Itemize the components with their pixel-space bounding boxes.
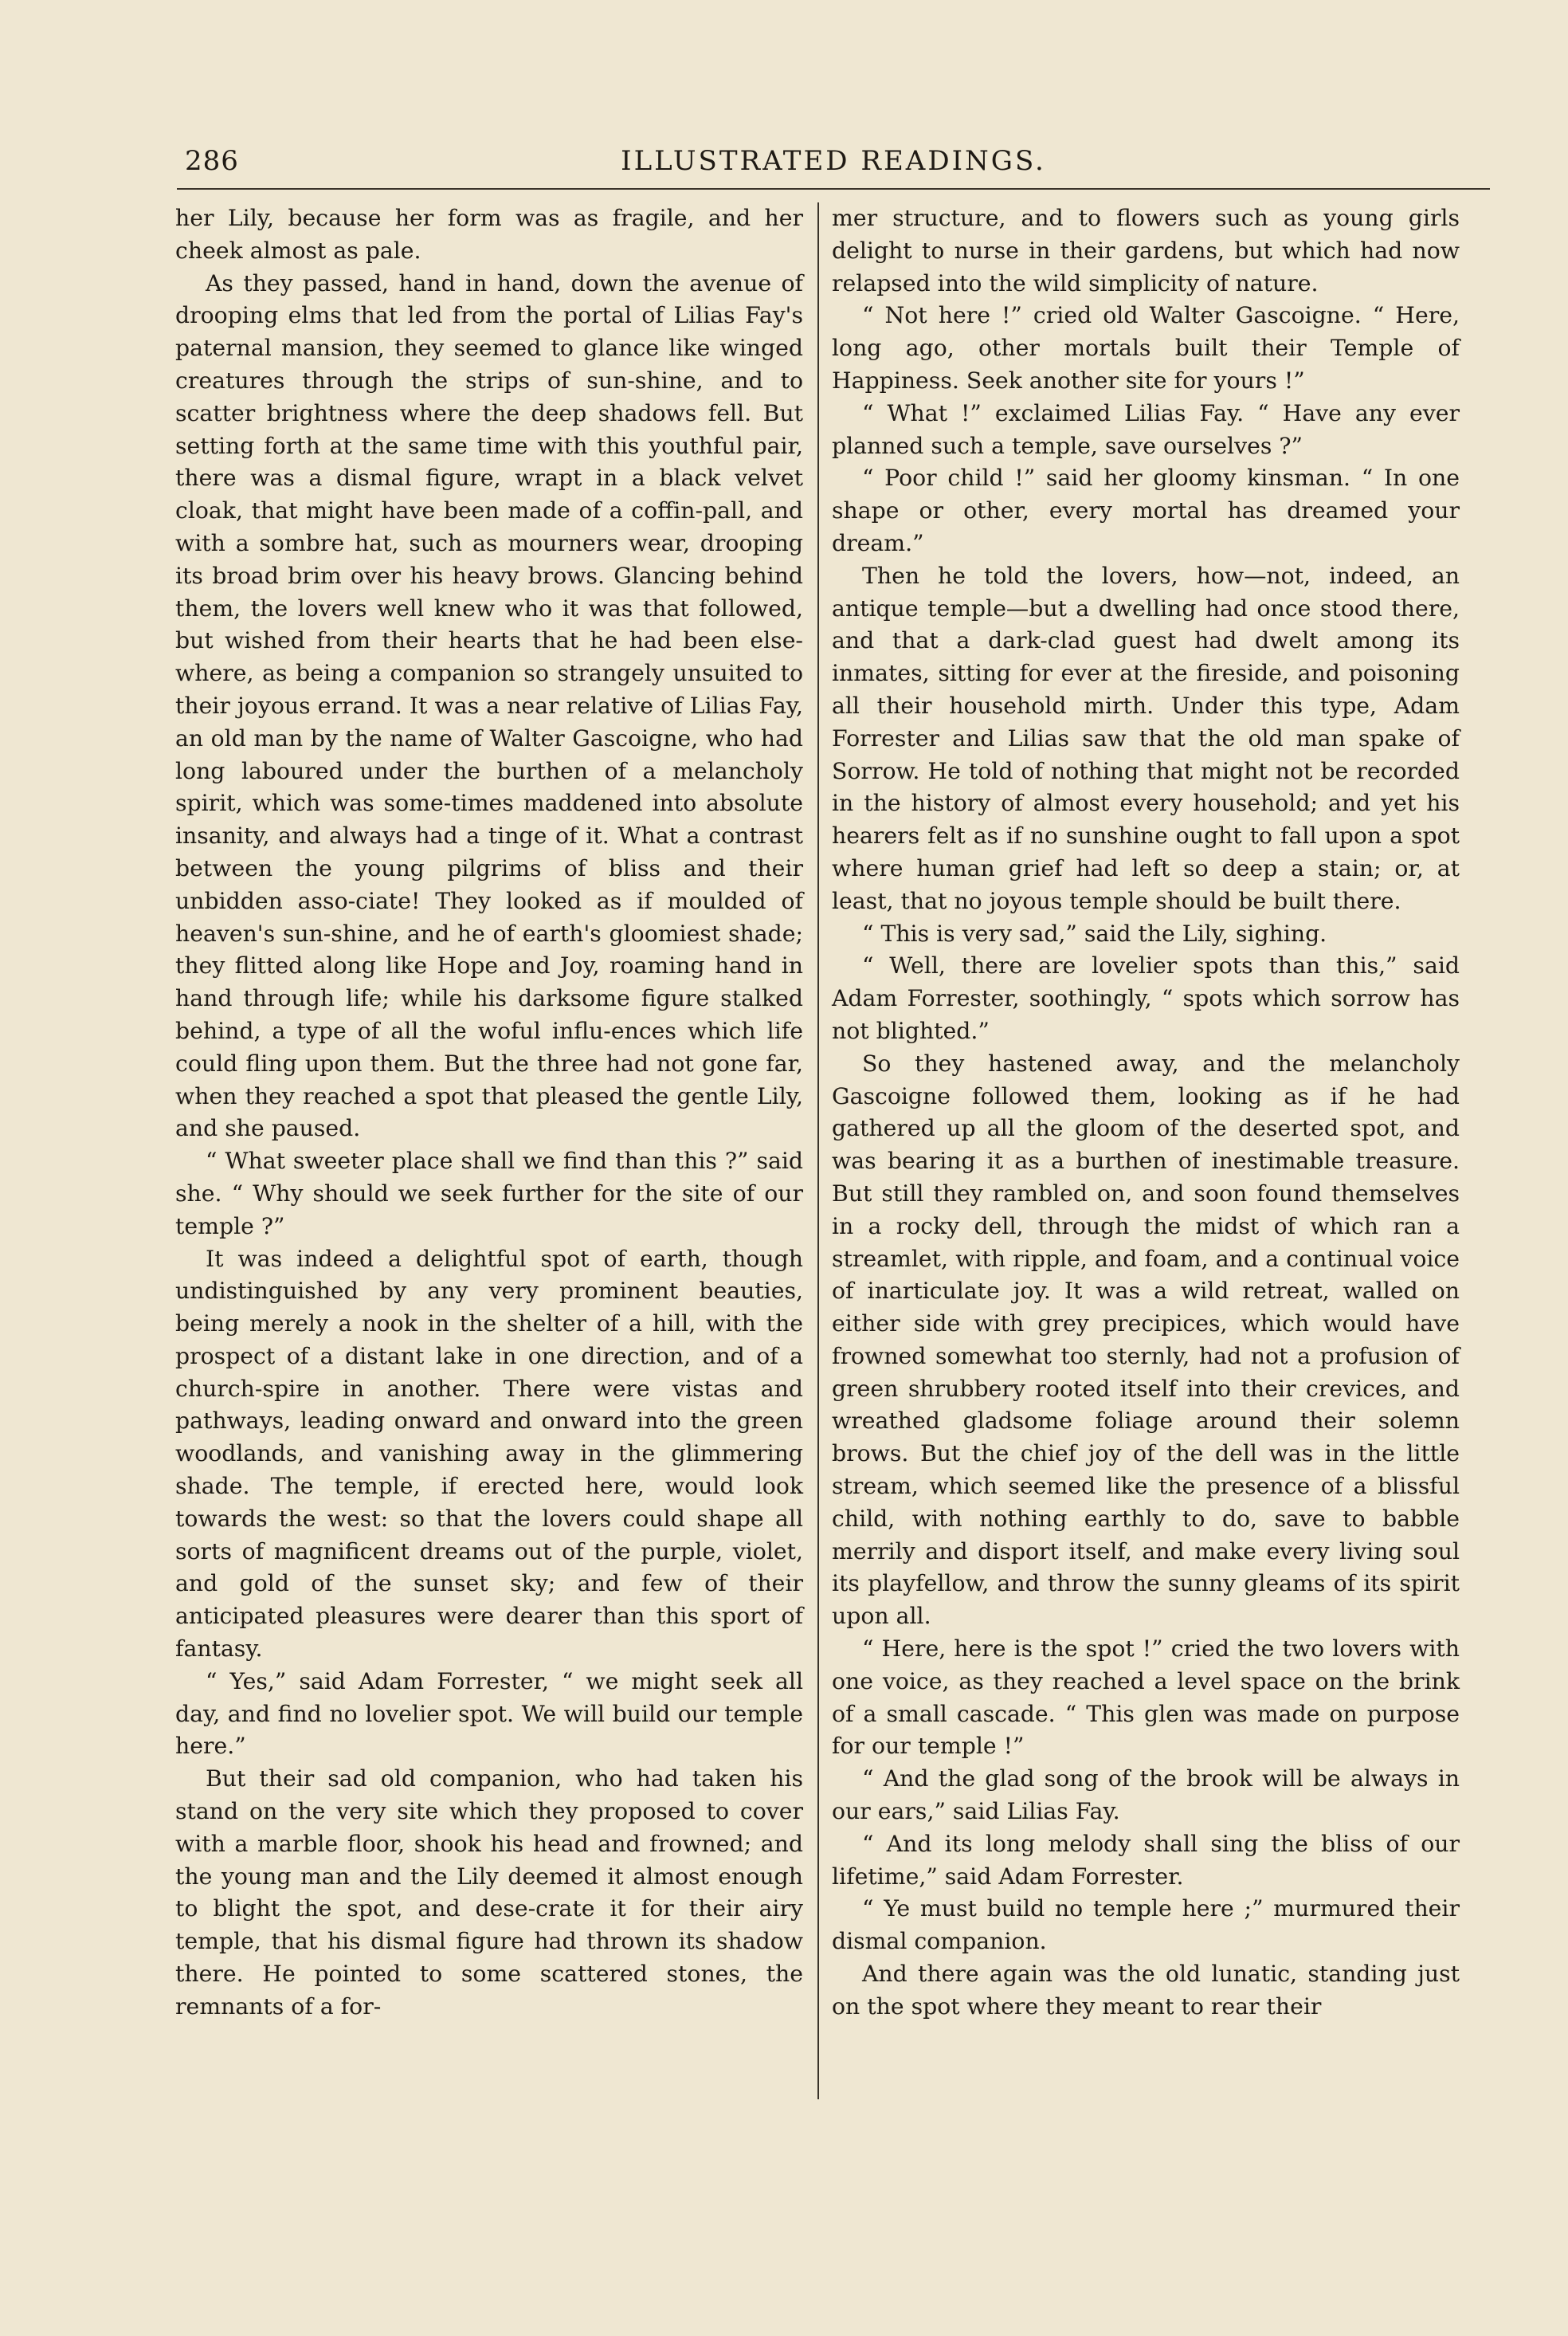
paragraph: Then he told the lovers, how—not, indeed, an antique temple—but a dwelling had once stood there, and that a dark-clad guest had dwelt among its inmates, sitting for ever at the fireside, and poisoning all their household mirth. Under this type, Adam Forrester and Lilias saw that the old man spake of Sorrow. He told of nothing that might not be recorded in the history of almost every household; and yet his hearers felt as if no sunshine ought to fall upon a spot where human grief had left so deep a stain; or, at least, that no joyous temple should be built there.	[832, 562, 1460, 914]
column-divider	[817, 202, 819, 2099]
page-header	[177, 140, 1490, 190]
running-title: ILLUSTRATED READINGS.	[621, 145, 1046, 177]
paragraph: And there again was the old lunatic, standing just on the spot where they meant to rear their	[832, 1961, 1460, 2020]
page-number: 286	[185, 145, 239, 177]
paragraph: “ Here, here is the spot !” cried the two lovers with one voice, as they reached a level space on the brink of a small cascade. “ This glen was made on purpose for our temple !”	[832, 1635, 1460, 1760]
paragraph: “ Yes,” said Adam Forrester, “ we might seek all day, and find no lovelier spot. We will build our temple here.”	[175, 1667, 803, 1760]
paragraph: “ And its long melody shall sing the bliss of our lifetime,” said Adam Forrester.	[832, 1830, 1460, 1890]
paragraph: her Lily, because her form was as fragile, and her cheek almost as pale.	[175, 205, 803, 264]
paragraph: As they passed, hand in hand, down the avenue of drooping elms that led from the portal of Lilias Fay's paternal mansion, they seemed to glance like winged creatures through the strips of sun-shine, and to scatter brightness where the deep shadows fell. But setting forth at the same time with this youthful pair, there was a dismal figure, wrapt in a black velvet cloak, that might have been made of a coffin-pall, and with a sombre hat, such as mourners wear, drooping its broad brim over his heavy brows. Glancing behind them, the lovers well knew who it was that followed, but wished from their hearts that he had been else-where, as being a companion so strangely unsuited to their joyous errand. It was a near relative of Lilias Fay, an old man by the name of Walter Gascoigne, who had long laboured under the burthen of a melancholy spirit, which was some-times maddened into absolute insanity, and always had a tinge of it. What a contrast between the young pilgrims of bliss and their unbidden asso-ciate! They looked as if moulded of heaven's sun-shine, and he of earth's gloomiest shade; they flitted along like Hope and Joy, roaming hand in hand through life; while his darksome figure stalked behind, a type of all the woful influ-ences which life could fling upon them. But the three had not gone far, when they reached a spot that pleased the gentle Lily, and she paused.	[175, 269, 803, 1142]
paragraph: “ This is very sad,” said the Lily, sighing.	[862, 920, 1327, 947]
paragraph: But their sad old companion, who had taken his stand on the very site which they proposed to cover with a marble floor, shook his head and frowned; and the young man and the Lily deemed it almost enough to blight the spot, and dese-crate it for their airy temple, that his dismal figure had thrown its shadow there. He pointed to some scattered stones, the remnants of a for-	[175, 1765, 803, 2020]
paragraph: “ What !” exclaimed Lilias Fay. “ Have any ever planned such a temple, save ourselves ?”	[832, 399, 1460, 459]
left-column	[175, 202, 803, 2024]
paragraph: mer structure, and to flowers such as young girls delight to nurse in their gardens, but which had now relapsed into the wild simplicity of nature.	[832, 205, 1460, 296]
paragraph: It was indeed a delightful spot of earth, though undistinguished by any very prominent beauties, being merely a nook in the shelter of a hill, with the prospect of a distant lake in one direction, and of a church-spire in another. There were vistas and pathways, leading onward and onward into the green woodlands, and vanishing away in the glimmering shade. The temple, if erected here, would look towards the west: so that the lovers could shape all sorts of magnificent dreams out of the purple, violet, and gold of the sunset sky; and few of their anticipated pleasures were dearer than this sport of fantasy.	[175, 1245, 803, 1663]
paragraph: “ Not here !” cried old Walter Gascoigne. “ Here, long ago, other mortals built their Temple of Happiness. Seek another site for yours !”	[832, 302, 1460, 394]
paragraph: “ Well, there are lovelier spots than this,” said Adam Forrester, soothingly, “ spots which sorrow has not blighted.”	[832, 952, 1460, 1044]
paragraph: “ And the glad song of the brook will be always in our ears,” said Lilias Fay.	[832, 1765, 1460, 1825]
paragraph: So they hastened away, and the melancholy Gascoigne followed them, looking as if he had gathered up all the gloom of the deserted spot, and was bearing it as a burthen of inestimable treasure. But still they rambled on, and soon found themselves in a rocky dell, through the midst of which ran a streamlet, with ripple, and foam, and a continual voice of inarticulate joy. It was a wild retreat, walled on either side with grey precipices, which would have frowned somewhat too sternly, had not a profusion of green shrubbery rooted itself into their crevices, and wreathed gladsome foliage around their solemn brows. But the chief joy of the dell was in the little stream, which seemed like the presence of a blissful child, with nothing earthly to do, save to babble merrily and disport itself, and make every living soul its playfellow, and throw the sunny gleams of its spirit upon all.	[832, 1050, 1460, 1630]
paragraph: “ Poor child !” said her gloomy kinsman. “ In one shape or other, every mortal has dreamed your dream.”	[832, 465, 1460, 556]
paragraph: “ What sweeter place shall we find than this ?” said she. “ Why should we seek further for the site of our temple ?”	[175, 1148, 803, 1239]
right-column	[832, 202, 1460, 2024]
paragraph: “ Ye must build no temple here ;” murmured their dismal companion.	[832, 1895, 1460, 1955]
